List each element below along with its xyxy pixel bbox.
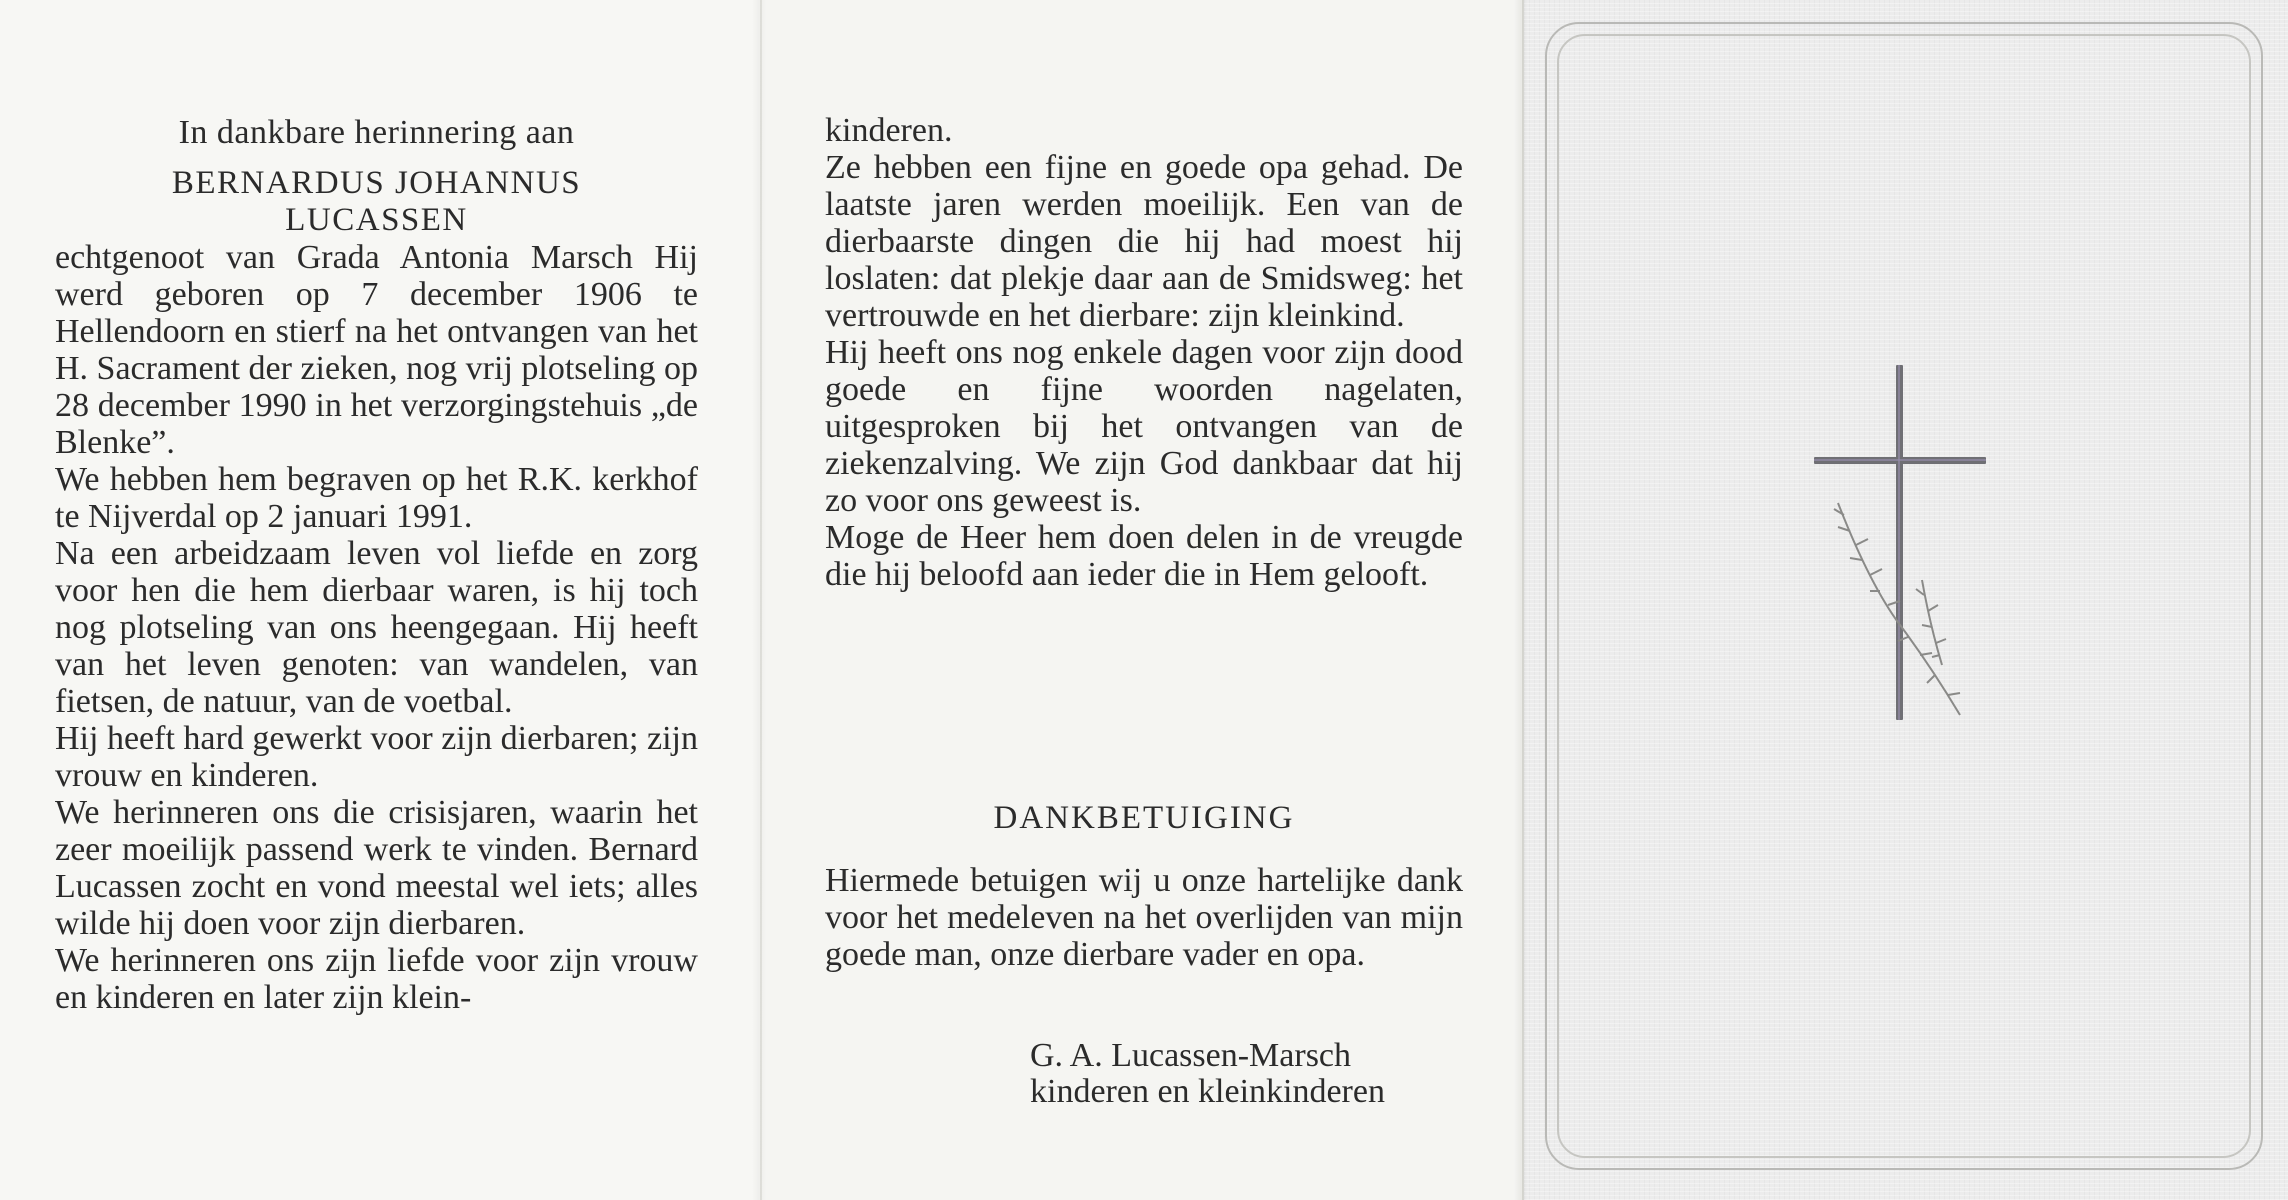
paragraph: kinderen. xyxy=(825,112,953,149)
paragraph: Ze hebben een fijne en goede opa gehad. De laatste jaren werden moeilijk. Een van de dierbaarste dingen die hij had moest hij loslaten: dat plekje daar aan de Smidsweg: het vertrouwde en het dierbare: zijn kleinkind. xyxy=(825,149,1463,334)
deceased-name-line1: BERNARDUS JOHANNUS xyxy=(171,165,582,201)
acknowledgement-text: Hiermede betuigen wij u onze hartelijke dank voor het medeleven na het overlijden van mijn goede man, onze dierbare vader en opa. xyxy=(825,862,1463,973)
paragraph: Hij heeft ons nog enkele dagen voor zijn dood goede en fijne woorden nagelaten, uitgesproken bij het ontvangen van de ziekenzalving. We zijn God dankbaar dat hij zo voor ons geweest is. xyxy=(825,334,1463,519)
paragraph: We hebben hem begraven op het R.K. kerkhof te Nijverdal op 2 januari 1991. xyxy=(55,461,698,535)
fold-line xyxy=(752,0,766,1200)
paragraph: Hij heeft hard gewerkt voor zijn dierbaren; zijn vrouw en kinderen. xyxy=(55,720,698,794)
paragraph: Moge de Heer hem doen delen in de vreugde die hij beloofd aan ieder die in Hem gelooft. xyxy=(825,519,1463,593)
signature-name: G. A. Lucassen-Marsch xyxy=(1030,1037,1352,1074)
fold-line xyxy=(1514,0,1528,1200)
paragraph: echtgenoot van Grada Antonia Marsch Hij werd geboren op 7 december 1906 te Hellendoorn en stierf na het ontvangen van het H. Sacrament der zieken, nog vrij plotseling op 28 december 1990 in het verzorgingstehuis „de Blenke”. xyxy=(55,239,698,461)
paragraph: We herinneren ons die crisisjaren, waarin het zeer moeilijk passend werk te vinden. Bernard Lucassen zocht en vond meestal wel iets; alles wilde hij doen voor zijn dierbaren. xyxy=(55,794,698,942)
paragraph: Na een arbeidzaam leven vol liefde en zorg voor hen die hem dierbaar waren, is hij toch nog plotseling van ons heengegaan. Hij heeft van het leven genoten: van wandelen, van fietsen, de natuur, van de voetbal. xyxy=(55,535,698,720)
paragraph: We herinneren ons zijn liefde voor zijn vrouw en kinderen en later zijn klein- xyxy=(55,942,698,1016)
cross-icon xyxy=(1814,365,1986,720)
acknowledgement-heading: DANKBETUIGING xyxy=(993,800,1295,836)
intro-line: In dankbare herinnering aan xyxy=(178,114,575,151)
memorial-text-left xyxy=(55,114,698,1016)
deceased-name-line2: LUCASSEN xyxy=(285,202,468,238)
memorial-text-middle xyxy=(825,112,1463,593)
signature xyxy=(1030,1038,1470,1110)
signature-family: kinderen en kleinkinderen xyxy=(1030,1073,1385,1110)
cross-with-branch-icon xyxy=(1800,355,2000,725)
